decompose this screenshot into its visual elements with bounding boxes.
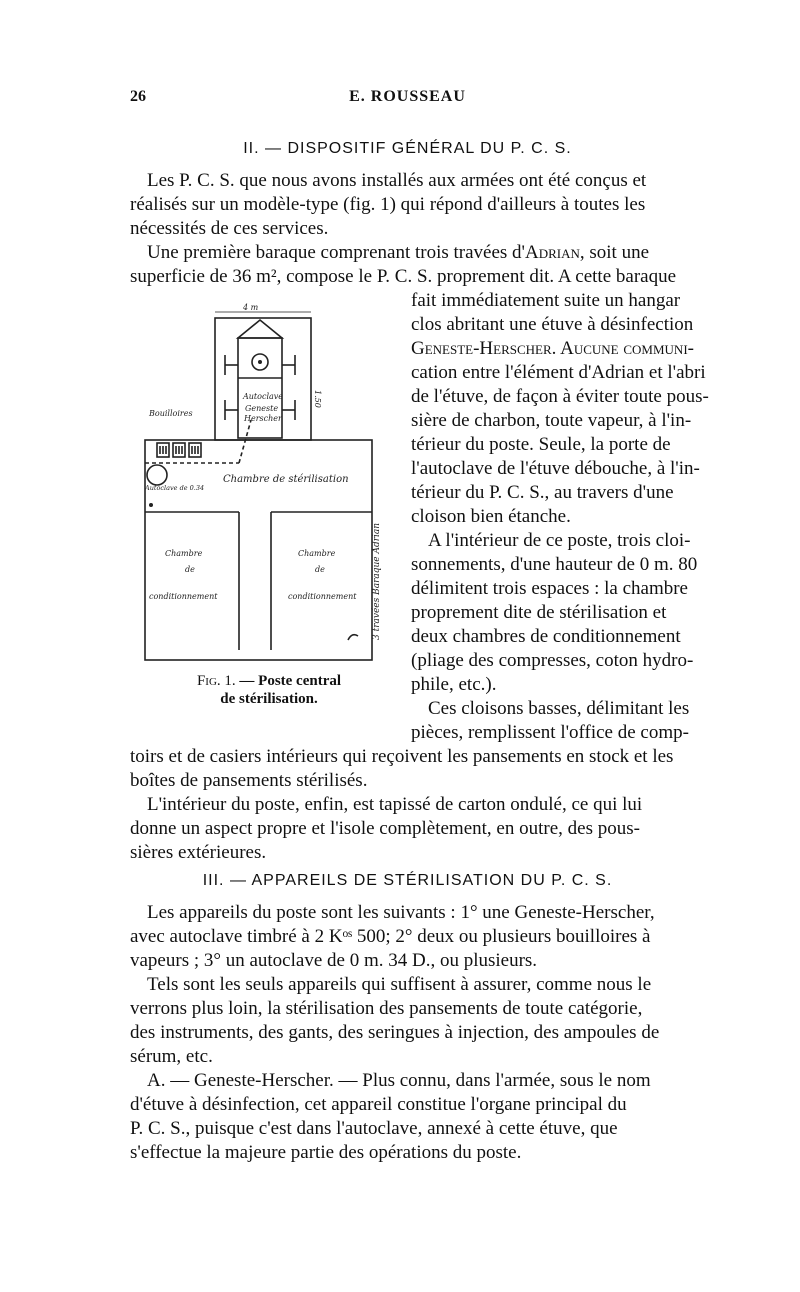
paragraph-line: Les appareils du poste sont les suivants : 1° une Geneste-Herscher, <box>147 902 655 923</box>
paragraph-line: toirs et de casiers intérieurs qui reçoivent les pansements en stock et les <box>130 746 674 767</box>
paragraph-line: L'intérieur du poste, enfin, est tapissé de carton ondulé, ce qui lui <box>147 794 643 815</box>
left-room-label-1: Chambre <box>165 549 203 558</box>
paragraph-line: térieur du poste. Seule, la porte de <box>411 434 671 455</box>
paragraph-line: Geneste-Herscher. Aucune communi- <box>411 338 694 359</box>
paragraph-line: réalisés sur un modèle-type (fig. 1) qui répond d'ailleurs à toutes les <box>130 194 646 215</box>
paragraph-line: A. — Geneste-Herscher. — Plus connu, dans l'armée, sous le nom <box>147 1070 651 1091</box>
dim-width-label: 4 m <box>243 303 259 312</box>
paragraph-line: A l'intérieur de ce poste, trois cloi- <box>428 530 691 551</box>
paragraph-line: fait immédiatement suite un hangar <box>411 290 681 311</box>
etuve-label-1: Geneste <box>245 404 279 413</box>
paragraph-line: clos abritant une étuve à désinfection <box>411 314 694 335</box>
paragraph-line: de l'étuve, de façon à éviter toute pous- <box>411 386 709 407</box>
paragraph-line: térieur du P. C. S., au travers d'une <box>411 482 674 503</box>
paragraph-line: Ces cloisons basses, délimitant les <box>428 698 690 719</box>
left-room-label-3: conditionnement <box>149 592 218 601</box>
paragraph-line: boîtes de pansements stérilisés. <box>130 770 368 791</box>
sterilisation-room-label: Chambre de stérilisation <box>223 474 349 485</box>
paragraph-line: P. C. S., puisque c'est dans l'autoclave, annexé à cette étuve, que <box>130 1118 618 1139</box>
right-room-label-1: Chambre <box>298 549 336 558</box>
paragraph-line: phile, etc.). <box>411 674 497 695</box>
paragraph-line: cation entre l'élément d'Adrian et l'abri <box>411 362 706 383</box>
paragraph-line: verrons plus loin, la stérilisation des pansements de toute catégorie, <box>130 998 643 1019</box>
paragraph-line: s'effectue la majeure partie des opérations du poste. <box>130 1142 522 1163</box>
paragraph-line: avec autoclave timbré à 2 Kᵒˢ 500; 2° deux ou plusieurs bouilloires à <box>130 926 651 947</box>
autoclave-label: Autoclave <box>243 392 284 401</box>
paragraph-line: proprement dite de stérilisation et <box>411 602 667 623</box>
paragraph-line: Tels sont les seuls appareils qui suffisent à assurer, comme nous le <box>147 974 652 995</box>
running-head <box>130 88 685 112</box>
paragraph-line: superficie de 36 m², compose le P. C. S. proprement dit. A cette baraque <box>130 266 677 287</box>
etuve-label-2: Herscher <box>244 414 282 423</box>
paragraph-line: nécessités de ces services. <box>130 218 329 239</box>
running-title: E. ROUSSEAU <box>349 88 466 105</box>
paragraph-line: sérum, etc. <box>130 1046 213 1067</box>
right-room-label-2: de <box>315 565 325 574</box>
floor-plan-figure <box>143 300 385 680</box>
baraque-label: 3 travées Baraque Adrian <box>372 522 382 640</box>
figure-caption: Fig. 1. — Poste central de stérilisation. <box>196 673 342 707</box>
autoclave-small-label: Autoclave de 0.34 <box>145 484 205 492</box>
paragraph-line: Les P. C. S. que nous avons installés aux armées ont été conçus et <box>147 170 647 191</box>
paragraph-line: deux chambres de conditionnement <box>411 626 681 647</box>
paragraph-line: des instruments, des gants, des seringues à injection, des ampoules de <box>130 1022 660 1043</box>
paragraph-line: cloison bien étanche. <box>411 506 571 527</box>
paragraph-line: l'autoclave de l'étuve débouche, à l'in- <box>411 458 700 479</box>
paragraph-line: donne un aspect propre et l'isole complètement, en outre, des pous- <box>130 818 640 839</box>
paragraph-line: Une première baraque comprenant trois travées d'Adrian, soit une <box>147 242 650 263</box>
bouilloires-label: Bouilloires <box>149 409 193 418</box>
paragraph-line: (pliage des compresses, coton hydro- <box>411 650 694 671</box>
paragraph-line: vapeurs ; 3° un autoclave de 0 m. 34 D., ou plusieurs. <box>130 950 538 971</box>
right-room-label-3: conditionnement <box>288 592 357 601</box>
page-number: 26 <box>130 88 146 105</box>
section-heading-2: II. — DISPOSITIF GÉNÉRAL DU P. C. S. <box>243 140 572 157</box>
paragraph-line: sonnements, d'une hauteur de 0 m. 80 <box>411 554 698 575</box>
paragraph-line: sières extérieures. <box>130 842 267 863</box>
paragraph-line: sière de charbon, toute vapeur, à l'in- <box>411 410 692 431</box>
section-heading-3: III. — APPAREILS DE STÉRILISATION DU P. C. S. <box>202 872 613 889</box>
floor-plan-diagram <box>143 300 385 680</box>
paragraph-line: délimitent trois espaces : la chambre <box>411 578 688 599</box>
paragraph-line: pièces, remplissent l'office de comp- <box>411 722 689 743</box>
left-room-label-2: de <box>185 565 195 574</box>
paragraph-line: d'étuve à désinfection, cet appareil constitue l'organe principal du <box>130 1094 627 1115</box>
dim-side-label: 1.50 <box>313 390 322 408</box>
